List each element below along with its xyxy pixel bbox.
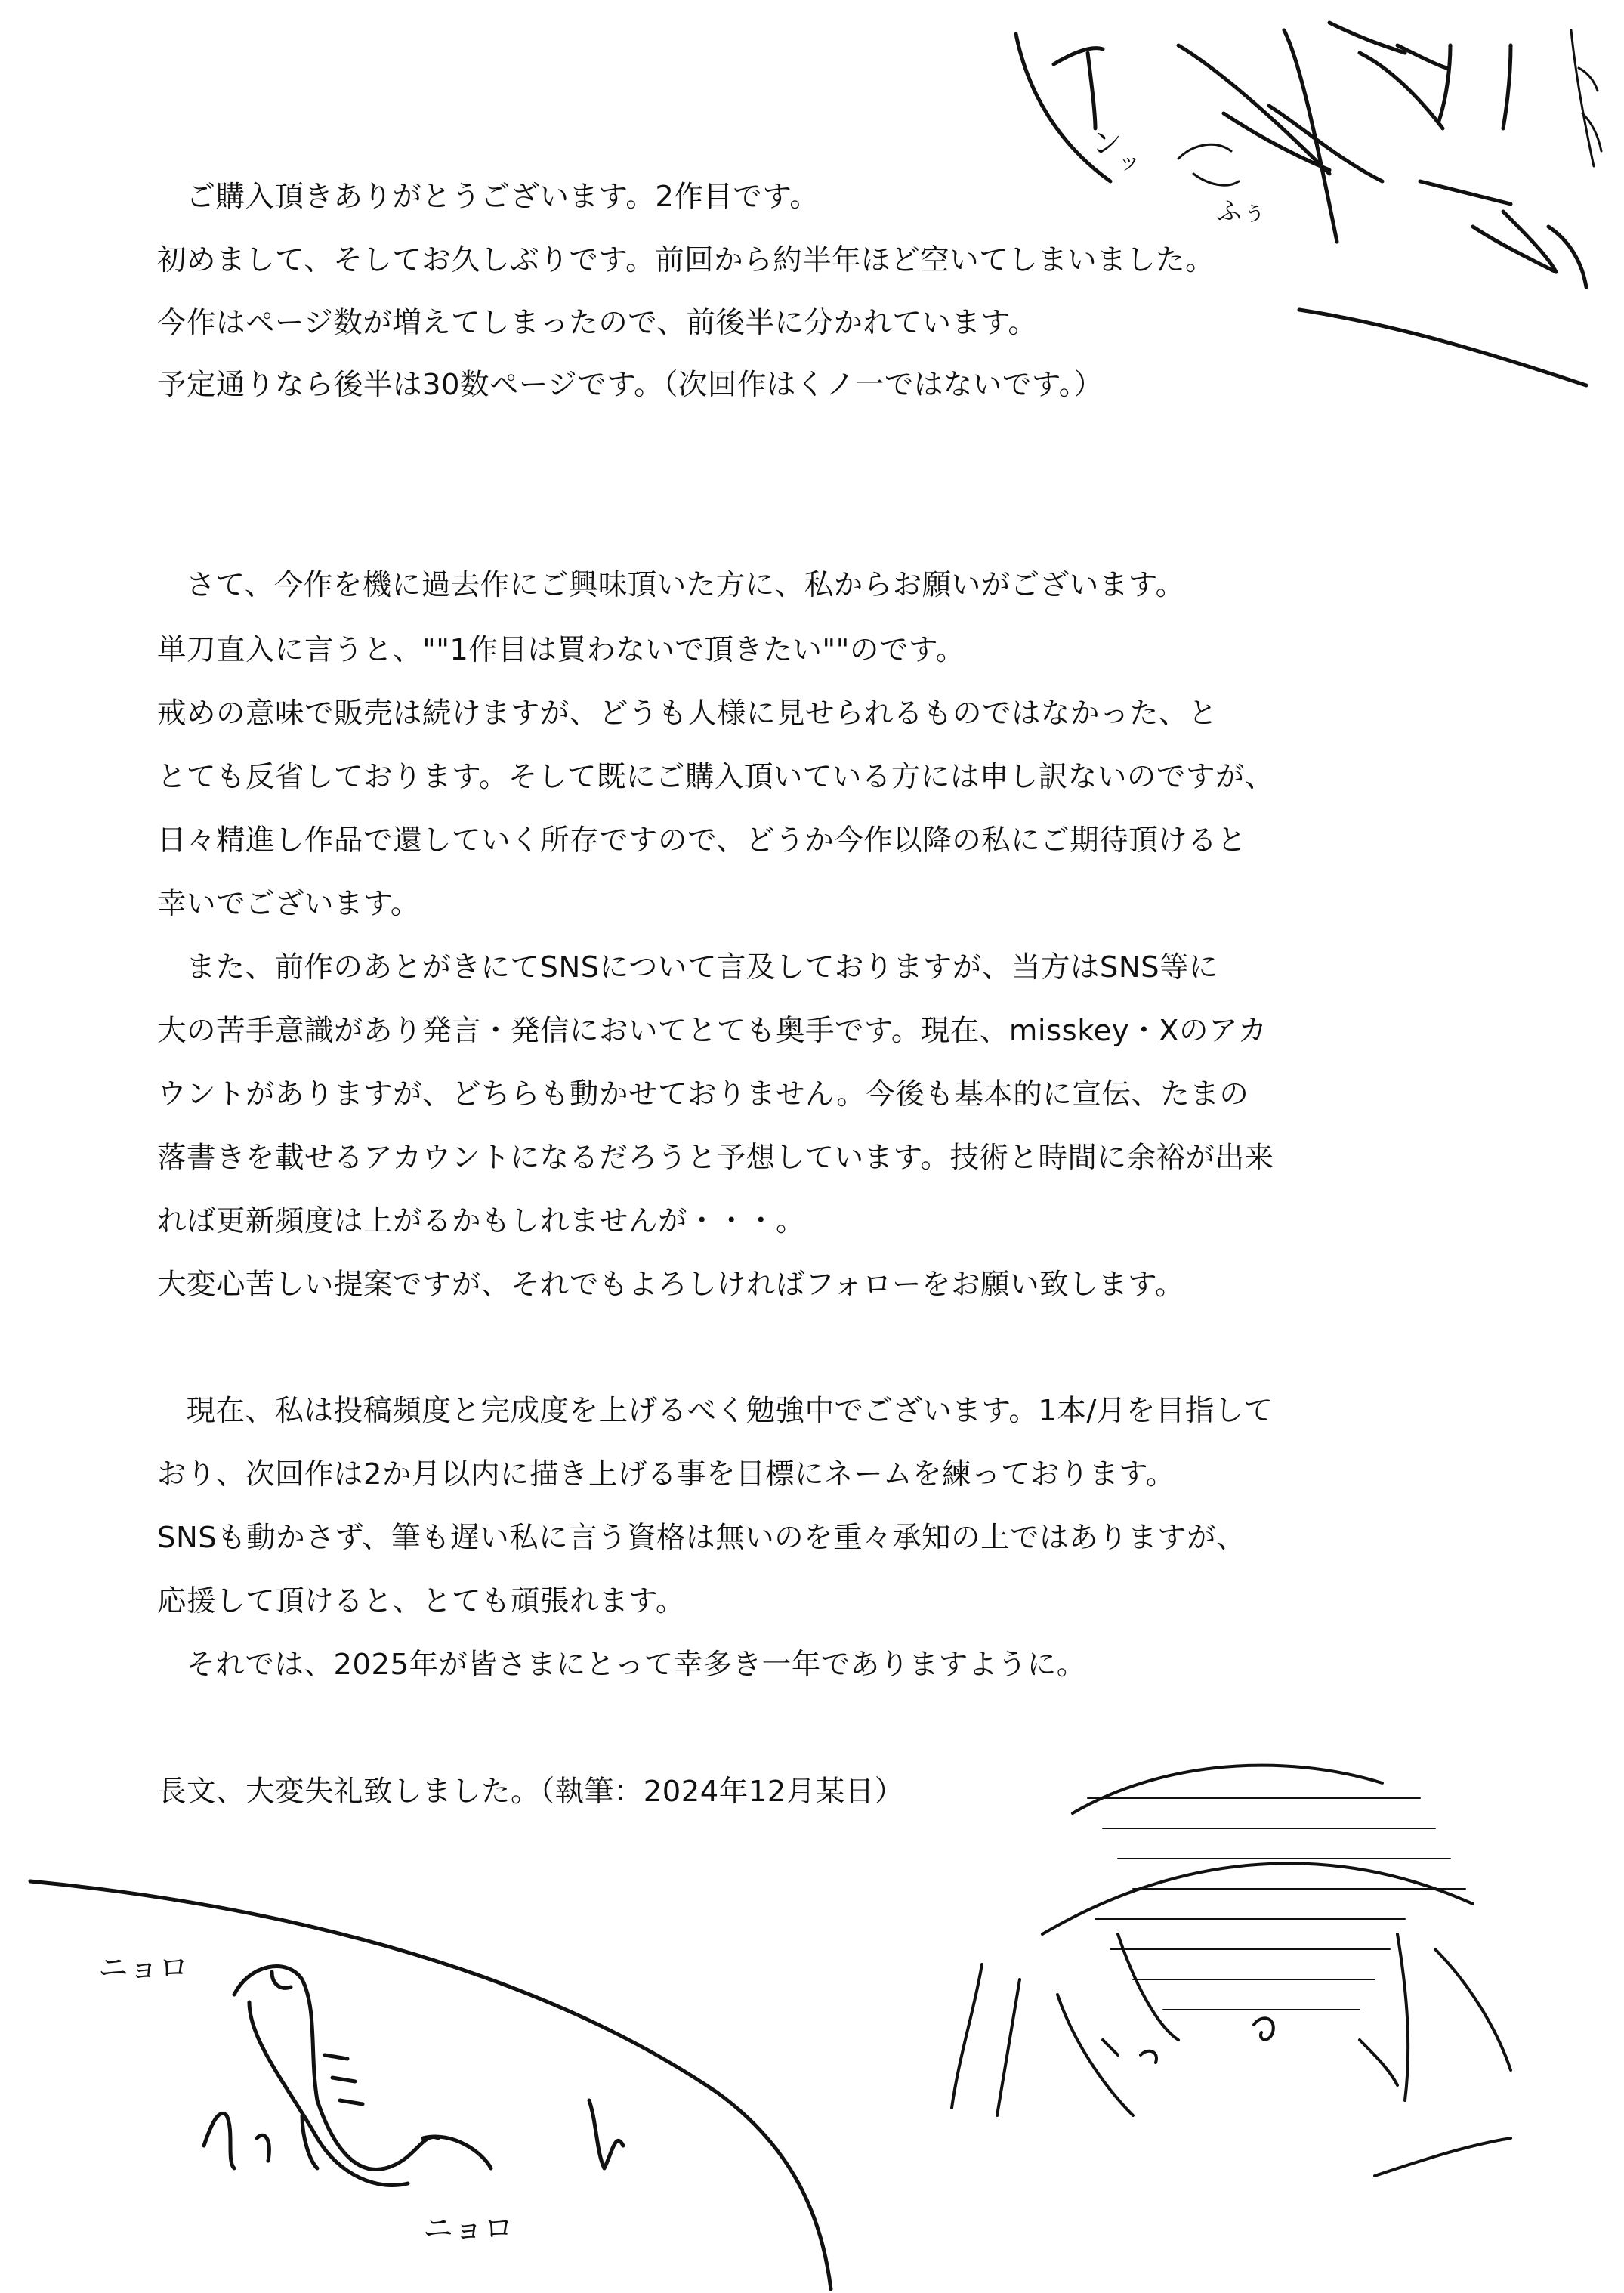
text-line: 落書きを載せるアカウントになるだろうと予想しています。技術と時間に余裕が出来 [157, 1141, 1274, 1175]
text-line: 今作はページ数が増えてしまったので、前後半に分かれています。 [157, 306, 1038, 340]
sfx-text: ン [1091, 126, 1122, 161]
text-line: 初めまして、そしてお久しぶりです。前回から約半年ほど空いてしまいました。 [157, 243, 1215, 277]
text-line: 幸いでございます。 [157, 887, 420, 921]
closing-line: 長文、大変失礼致しました。（執筆：2024年12月某日） [157, 1775, 904, 1809]
text-line: また、前作のあとがきにてSNSについて言及しておりますが、当方はSNS等に [186, 950, 1219, 984]
text-line: 応援して頂けると、とても頑張れます。 [157, 1584, 685, 1618]
text-line: 戒めの意味で販売は続けますが、どうも人様に見せられるものではなかった、と [157, 697, 1218, 731]
text-line: 大変心苦しい提案ですが、それでもよろしければフォローをお願い致します。 [157, 1268, 1184, 1302]
text-line: それでは、2025年が皆さまにとって幸多き一年でありますように。 [186, 1648, 1086, 1682]
text-line: ウントがありますが、どちらも動かせておりません。今後も基本的に宣伝、たまの [157, 1077, 1249, 1111]
text-line: 予定通りなら後半は30数ページです。（次回作はくノ一ではないです。） [157, 368, 1104, 402]
sfx-text: ふぅ [1216, 196, 1267, 227]
text-line: SNSも動かさず、筆も遅い私に言う資格は無いのを重々承知の上ではありますが、 [157, 1521, 1246, 1555]
text-line: れば更新頻度は上がるかもしれませんが・・・。 [157, 1204, 806, 1238]
text-line: 日々精進し作品で還していく所存ですので、どうか今作以降の私にご期待頂けると [157, 824, 1247, 858]
sfx-text: ニョロ [98, 1951, 189, 1986]
text-line: ご購入頂きありがとうございます。2作目です。 [186, 180, 820, 214]
text-line: とても反省しております。そして既にご購入頂いている方には申し訳ないのですが、 [157, 760, 1274, 794]
text-line: 単刀直入に言うと、""1作目は買わないで頂きたい""のです。 [157, 633, 965, 667]
text-line: 現在、私は投稿頻度と完成度を上げるべく勉強中でございます。1本/月を目指して [186, 1394, 1274, 1428]
text-line: さて、今作を機に過去作にご興味頂いた方に、私からお願いがございます。 [186, 568, 1185, 602]
sfx-text: ッ [1118, 149, 1141, 175]
text-line: おり、次回作は2か月以内に描き上げる事を目標にネームを練っております。 [157, 1457, 1175, 1491]
sfx-text: ニョロ [423, 2211, 514, 2246]
text-line: 大の苦手意識があり発言・発信においてとても奥手です。現在、misskey・Xのアカ [157, 1014, 1267, 1048]
